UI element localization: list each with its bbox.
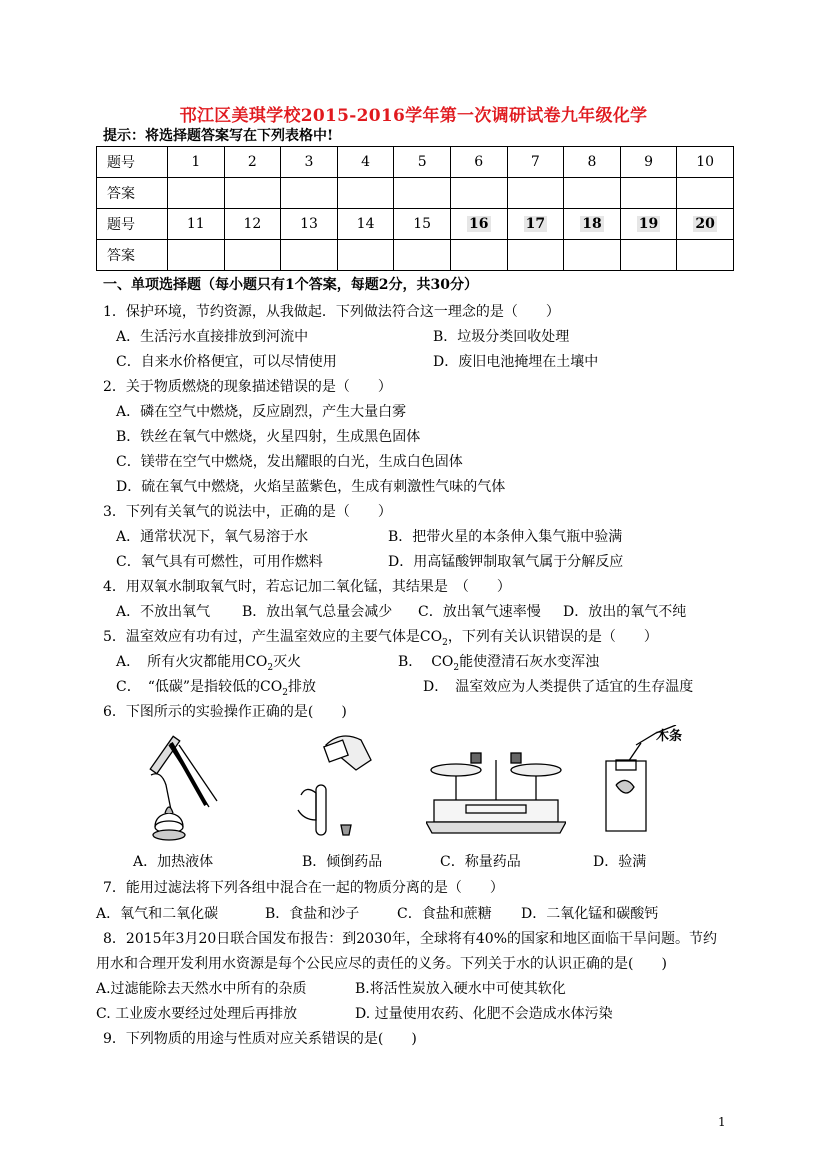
- option-d: D．用高锰酸钾制取氧气属于分解反应: [388, 554, 624, 570]
- option-c: C．食盐和蔗糖: [397, 906, 492, 922]
- answer-cell[interactable]: [394, 240, 451, 271]
- question-stem: 1．保护环境，节约资源，从我做起．下列做法符合这一理念的是（ ）: [103, 304, 560, 320]
- table-label: 题号: [97, 147, 168, 178]
- option-b: B． $CO_2$能使澄清石灰水变浑浊: [398, 654, 600, 673]
- question-number: 6: [450, 147, 507, 178]
- answer-cell[interactable]: [337, 240, 394, 271]
- question-number: 16: [450, 209, 507, 240]
- option-a: A．加热液体: [133, 854, 214, 870]
- option-b: B．把带火星的本条伸入集气瓶中验满: [388, 529, 623, 545]
- question-number: 19: [620, 209, 677, 240]
- question-stem: 3．下列有关氧气的说法中，正确的是（ ）: [103, 504, 392, 520]
- answer-cell[interactable]: [168, 178, 225, 209]
- option-b: B．铁丝在氧气中燃烧，火星四射，生成黑色固体: [116, 429, 421, 445]
- option-a: A．生活污水直接排放到河流中: [116, 329, 309, 345]
- answer-cell[interactable]: [620, 178, 677, 209]
- question-stem: 5．温室效应有功有过，产生温室效应的主要气体是$CO_2$，下列有关认识错误的是（ ）: [103, 629, 658, 648]
- question-stem: 7．能用过滤法将下列各组中混合在一起的物质分离的是（ ）: [103, 880, 504, 896]
- question-number: 7: [507, 147, 564, 178]
- question-number: 11: [168, 209, 225, 240]
- answer-cell[interactable]: [450, 240, 507, 271]
- option-a: A．不放出氧气: [116, 604, 211, 620]
- question-stem: 9．下列物质的用途与性质对应关系错误的是( ): [103, 1031, 417, 1047]
- question-number: 4: [337, 147, 394, 178]
- table-label: 答案: [97, 178, 168, 209]
- section-heading: 一、单项选择题（每小题只有1个答案，每题2分，共30分）: [103, 277, 478, 293]
- question-stem: 用水和合理开发利用水资源是每个公民应尽的责任的义务。下列关于水的认识正确的是( ): [96, 956, 667, 972]
- option-d: D. 过量使用农药、化肥不会造成水体污染: [355, 1006, 613, 1022]
- option-a: A．氧气和二氧化碳: [96, 906, 219, 922]
- option-c: C. 工业废水要经过处理后再排放: [96, 1006, 298, 1022]
- option-a: A．通常状况下，氧气易溶于水: [116, 529, 309, 545]
- answer-cell[interactable]: [564, 240, 621, 271]
- question-stem: 2．关于物质燃烧的现象描述错误的是（ ）: [103, 379, 392, 395]
- answer-cell[interactable]: [224, 240, 281, 271]
- option-b: B．垃圾分类回收处理: [433, 329, 570, 345]
- question-number: 2: [224, 147, 281, 178]
- balance-figure: [426, 745, 566, 840]
- exam-title: 邗江区美琪学校2015-2016学年第一次调研试卷九年级化学: [179, 106, 648, 126]
- answer-cell[interactable]: [337, 178, 394, 209]
- option-a: A.过滤能除去天然水中所有的杂质: [96, 981, 307, 997]
- question-number: 17: [507, 209, 564, 240]
- question-number: 13: [281, 209, 338, 240]
- option-d: D．二氧化锰和碳酸钙: [521, 906, 659, 922]
- option-c: C．自来水价格便宜，可以尽情使用: [116, 354, 337, 370]
- gas-check-figure: [596, 725, 706, 845]
- option-c: C．称量药品: [440, 854, 521, 870]
- option-c: C．放出氧气速率慢: [418, 604, 541, 620]
- answer-cell[interactable]: [394, 178, 451, 209]
- question-number: 15: [394, 209, 451, 240]
- question-number: 9: [620, 147, 677, 178]
- question-number: 20: [677, 209, 734, 240]
- answer-cell[interactable]: [620, 240, 677, 271]
- option-d: D．验满: [593, 854, 647, 870]
- answer-cell[interactable]: [281, 240, 338, 271]
- option-d: D．放出的氧气不纯: [563, 604, 687, 620]
- answer-cell[interactable]: [677, 178, 734, 209]
- question-number: 1: [168, 147, 225, 178]
- option-c: C．氧气具有可燃性，可用作燃料: [116, 554, 323, 570]
- answer-cell[interactable]: [168, 240, 225, 271]
- page-number: 1: [718, 1115, 726, 1129]
- option-d: D．硫在氧气中燃烧，火焰呈蓝紫色，生成有刺激性气味的气体: [116, 479, 506, 495]
- answer-hint: 提示：将选择题答案写在下列表格中!: [103, 128, 334, 144]
- table-label: 题号: [97, 209, 168, 240]
- answer-cell[interactable]: [564, 178, 621, 209]
- answer-cell[interactable]: [224, 178, 281, 209]
- option-c: C． “低碳”是指较低的$CO_2$排放: [116, 679, 316, 698]
- table-row: [97, 240, 734, 271]
- question-number: 8: [564, 147, 621, 178]
- question-stem: 8．2015年3月20日联合国发布报告：到2030年，全球将有40%的国家和地区面临干旱问题。节约: [103, 931, 718, 947]
- experiment-figures: [96, 725, 736, 845]
- question-stem: 6．下图所示的实验操作正确的是( ): [103, 704, 347, 720]
- table-row: [97, 147, 734, 178]
- option-b: B.将活性炭放入硬水中可使其软化: [355, 981, 566, 997]
- option-c: C．镁带在空气中燃烧，发出耀眼的白光，生成白色固体: [116, 454, 463, 470]
- option-b: B．放出氧气总量会减少: [242, 604, 393, 620]
- option-a: A．磷在空气中燃烧，反应剧烈，产生大量白雾: [116, 404, 407, 420]
- answer-cell[interactable]: [677, 240, 734, 271]
- question-number: 5: [394, 147, 451, 178]
- option-d: D． 温室效应为人类提供了适宜的生存温度: [423, 679, 694, 695]
- question-number: 12: [224, 209, 281, 240]
- table-row: [97, 209, 734, 240]
- question-number: 18: [564, 209, 621, 240]
- table-row: [97, 178, 734, 209]
- wood-strip-label: 木条: [656, 729, 683, 744]
- answer-table: [96, 146, 734, 271]
- pouring-figure: [286, 725, 386, 845]
- answer-cell[interactable]: [450, 178, 507, 209]
- question-number: 3: [281, 147, 338, 178]
- answer-cell[interactable]: [281, 178, 338, 209]
- question-number: 10: [677, 147, 734, 178]
- table-label: 答案: [97, 240, 168, 271]
- option-a: A． 所有火灾都能用$CO_2$灭火: [116, 654, 302, 673]
- answer-cell[interactable]: [507, 178, 564, 209]
- option-d: D．废旧电池掩埋在土壤中: [433, 354, 599, 370]
- answer-cell[interactable]: [507, 240, 564, 271]
- question-number: 14: [337, 209, 394, 240]
- heating-liquid-figure: [131, 735, 231, 845]
- option-b: B．食盐和沙子: [265, 906, 360, 922]
- option-b: B．倾倒药品: [302, 854, 383, 870]
- question-stem: 4．用双氧水制取氧气时，若忘记加二氧化锰，其结果是 （ ）: [103, 579, 511, 595]
